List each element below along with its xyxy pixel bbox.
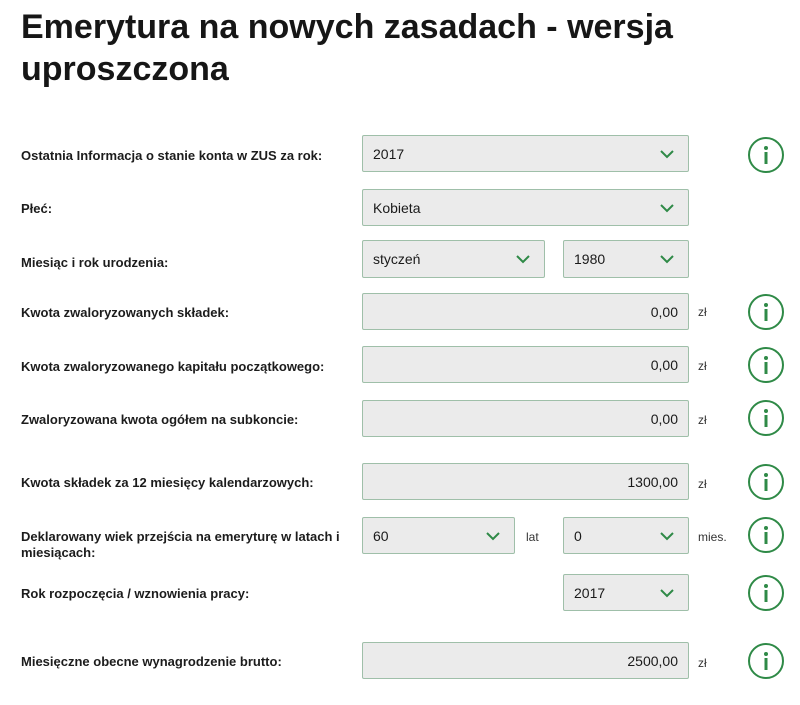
initial-capital-label: Kwota zwaloryzowanego kapitału początkowego: bbox=[21, 359, 325, 374]
retirement-age-label: Deklarowany wiek przejścia na emeryturę w latach i miesiącach: bbox=[21, 529, 340, 560]
info-icon[interactable] bbox=[748, 294, 784, 330]
annual-contributions-unit: zł bbox=[698, 477, 707, 491]
birth-month-value: styczeń bbox=[373, 251, 421, 267]
subaccount-input[interactable] bbox=[362, 400, 689, 437]
gender-select[interactable] bbox=[362, 189, 689, 226]
contributions-value: 0,00 bbox=[650, 303, 678, 320]
salary-value: 2500,00 bbox=[627, 652, 678, 669]
statement-year-select[interactable] bbox=[362, 135, 689, 172]
info-icon[interactable] bbox=[748, 137, 784, 173]
salary-input[interactable] bbox=[362, 642, 689, 679]
birth-label: Miesiąc i rok urodzenia: bbox=[21, 255, 169, 270]
statement-year-label: Ostatnia Informacja o stanie konta w ZUS za rok: bbox=[21, 148, 323, 163]
gender-label: Płeć: bbox=[21, 201, 53, 216]
birth-year-select[interactable] bbox=[563, 240, 689, 278]
info-icon[interactable] bbox=[748, 643, 784, 679]
initial-capital-input[interactable] bbox=[362, 346, 689, 383]
chevron-down-icon bbox=[660, 203, 674, 212]
retirement-years-unit: lat bbox=[526, 530, 539, 544]
retirement-months-unit: mies. bbox=[698, 530, 727, 544]
annual-contributions-label: Kwota składek za 12 miesięcy kalendarzowych: bbox=[21, 475, 314, 490]
statement-year-value: 2017 bbox=[373, 145, 405, 162]
info-icon[interactable] bbox=[748, 347, 784, 383]
subaccount-unit: zł bbox=[698, 413, 707, 427]
contributions-label: Kwota zwaloryzowanych składek: bbox=[21, 305, 230, 320]
chevron-down-icon bbox=[660, 149, 674, 158]
subaccount-label: Zwaloryzowana kwota ogółem na subkoncie: bbox=[21, 412, 299, 427]
gender-value: Kobieta bbox=[373, 199, 421, 216]
retirement-years-select[interactable] bbox=[362, 517, 515, 554]
chevron-down-icon bbox=[486, 531, 500, 540]
birth-year-value: 1980 bbox=[574, 251, 606, 267]
chevron-down-icon bbox=[660, 255, 674, 264]
initial-capital-unit: zł bbox=[698, 359, 707, 373]
retirement-years-value: 60 bbox=[373, 527, 389, 544]
birth-month-select[interactable] bbox=[362, 240, 545, 278]
salary-label: Miesięczne obecne wynagrodzenie brutto: bbox=[21, 654, 282, 669]
page-title: Emerytura na nowych zasadach - wersja uproszczona bbox=[21, 8, 673, 88]
salary-unit: zł bbox=[698, 656, 707, 670]
info-icon[interactable] bbox=[748, 575, 784, 611]
subaccount-value: 0,00 bbox=[650, 410, 678, 427]
annual-contributions-input[interactable] bbox=[362, 463, 689, 500]
info-icon[interactable] bbox=[748, 517, 784, 553]
annual-contributions-value: 1300,00 bbox=[627, 473, 678, 490]
retirement-months-value: 0 bbox=[574, 527, 582, 544]
work-start-value: 2017 bbox=[574, 584, 606, 601]
retirement-months-select[interactable] bbox=[563, 517, 689, 554]
work-start-label: Rok rozpoczęcia / wznowienia pracy: bbox=[21, 586, 250, 601]
initial-capital-value: 0,00 bbox=[650, 356, 678, 373]
info-icon[interactable] bbox=[748, 400, 784, 436]
info-icon[interactable] bbox=[748, 464, 784, 500]
contributions-unit: zł bbox=[698, 305, 707, 319]
chevron-down-icon bbox=[660, 531, 674, 540]
chevron-down-icon bbox=[516, 255, 530, 264]
chevron-down-icon bbox=[660, 588, 674, 597]
contributions-input[interactable] bbox=[362, 293, 689, 330]
work-start-select[interactable] bbox=[563, 574, 689, 611]
